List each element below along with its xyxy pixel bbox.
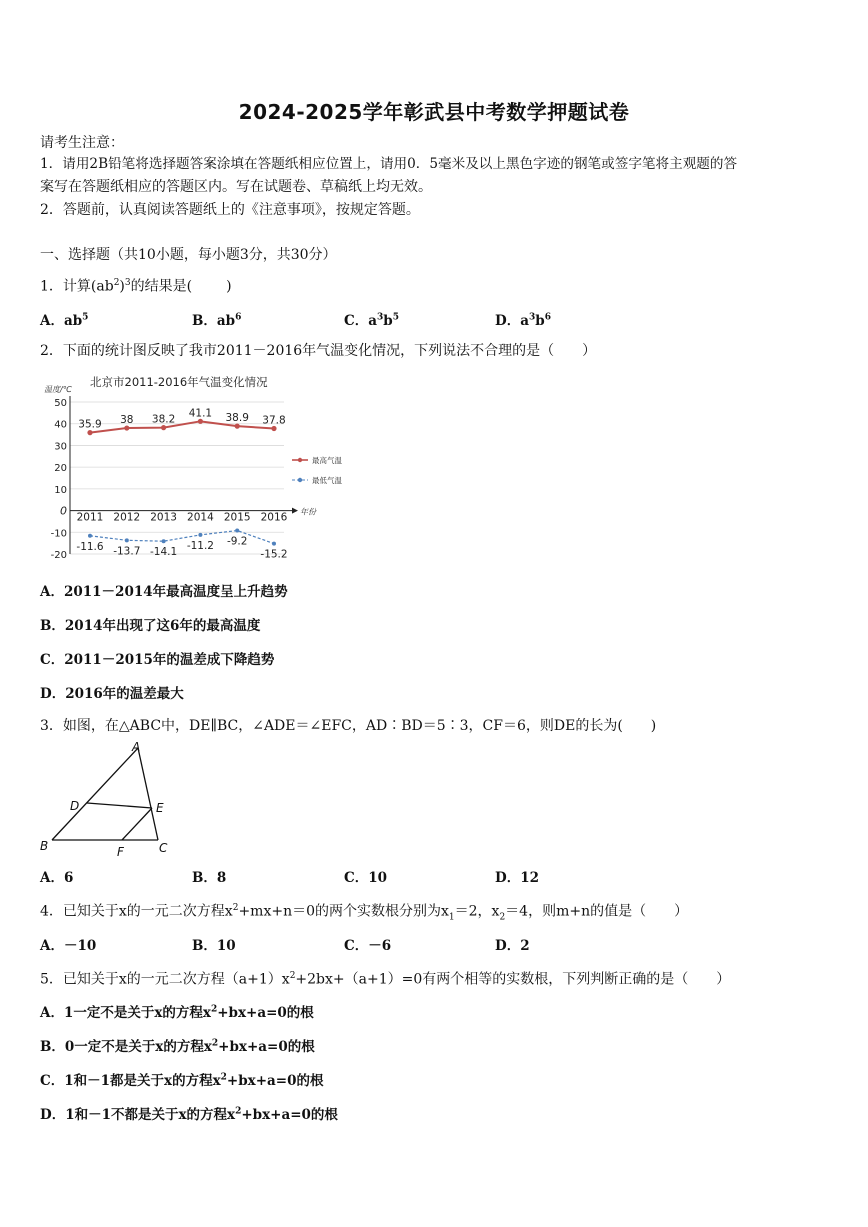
q3-option-d[interactable]: D．12 [495,870,539,886]
q1-text-end: ) [226,278,232,295]
x-tick-label: 2014 [187,511,214,524]
chart-y-axis-label: 温度/℃ [44,385,72,394]
legend-marker [298,478,302,482]
data-point [88,534,92,538]
data-label: -13.7 [113,545,141,558]
q1-text-mid: ) [119,278,125,295]
label-b: B [40,839,49,853]
exam-title: 2024-2025学年彰武县中考数学押题试卷 [238,100,630,124]
data-label: -11.2 [186,539,214,552]
q1-sup-2: 3 [124,278,131,288]
q1-option-a[interactable]: A．$ab^5$ [40,312,89,329]
data-point [235,424,240,429]
y-tick-label: 20 [54,463,67,475]
data-point [271,426,276,431]
label-a: A [132,740,141,754]
data-point [124,425,129,430]
label-c: C [159,841,168,855]
notice-line-3: 2．答题前，认真阅读答题纸上的《注意事项》，按规定答题。 [40,202,420,218]
x-tick-label: 2015 [223,511,251,524]
y-tick-label: 30 [54,441,67,453]
q5-option-b[interactable]: B．0一定不是关于x的方程$x^2+bx+a=0$的根 [40,1038,315,1055]
data-label: 38.9 [225,412,249,425]
q5-option-d[interactable]: D．1和－1不都是关于x的方程$x^2+bx+a=0$的根 [40,1106,338,1123]
label-e: E [156,801,164,815]
q2-option-c[interactable]: C．2011－2015年的温差成下降趋势 [40,652,275,668]
y-tick-label: -10 [50,528,67,540]
q1-sup-1: 2 [113,278,120,288]
q2-option-a[interactable]: A．2011－2014年最高温度呈上升趋势 [40,584,288,600]
q1-text-post: 的结果是( [130,278,193,295]
x-tick-label: 2011 [76,511,104,524]
legend-marker [298,458,302,462]
data-point [198,419,203,424]
data-label: 38.2 [151,413,176,426]
data-label: -15.2 [260,548,288,561]
q4-option-a[interactable]: A．－10 [40,938,97,954]
triangle-figure [38,740,178,860]
notice-line-2: 案写在答题纸相应的答题区内。写在试题卷、草稿纸上均无效。 [40,179,432,195]
q3-option-a[interactable]: A．6 [40,870,74,886]
y-tick-label: -20 [50,550,67,561]
data-label: -9.2 [226,535,248,548]
data-label: -11.6 [76,540,104,553]
question-4: 4．已知关于x的一元二次方程$x^2+mx+n=0$的两个实数根分别为$x_1=2$，$x_2=4$，则m+n的值是（ ） [40,903,689,923]
y-tick-label: 40 [54,419,67,431]
data-point [272,542,276,546]
data-label: -14.1 [150,546,178,559]
q3-option-c[interactable]: C．10 [344,870,388,886]
data-label: 37.8 [262,414,286,427]
y-tick-label: 10 [54,484,67,496]
y-tick-label: 50 [54,398,67,409]
legend-label: 最高气温 [312,456,342,465]
q1-option-d[interactable]: D．$a^3b^6$ [495,312,551,329]
data-label: 41.1 [188,407,213,420]
data-label: 35.9 [78,418,102,431]
data-point [235,529,239,533]
legend-label: 最低气温 [312,476,342,485]
q4-option-b[interactable]: B．10 [192,938,236,954]
q4-option-c[interactable]: C．－6 [344,938,392,954]
question-5: 5．已知关于x的一元二次方程$(a+1)x^2+2bx+(a+1)=0$有两个相等的实数根，下列判断正确的是（ ） [40,971,731,988]
temperature-chart [42,372,362,564]
data-point [161,425,166,430]
question-3: 3．如图，在△ABC中，DE∥BC，∠ADE＝∠EFC，AD∶BD＝5∶3，CF＝6，则DE的长为( ) [40,718,657,734]
x-tick-label: 2013 [150,511,177,524]
x-tick-label: 2012 [113,511,141,524]
question-1 [40,273,232,297]
notice-heading: 请考生注意： [40,135,124,151]
q5-option-a[interactable]: A．1一定不是关于x的方程$x^2+bx+a=0$的根 [40,1004,314,1021]
x-tick-label: 2016 [260,511,288,524]
data-point [125,538,129,542]
q1-text: 1．计算(ab [40,278,114,295]
chart-x-axis-label: 年份 [300,507,316,517]
q4-option-d[interactable]: D．2 [495,938,530,954]
label-f: F [117,845,124,859]
section-heading: 一、选择题（共10小题，每小题3分，共30分） [40,247,337,263]
question-2: 2．下面的统计图反映了我市2011－2016年气温变化情况，下列说法不合理的是（ ） [40,343,597,359]
notice-line-1: 1．请用2B铅笔将选择题答案涂填在答题纸相应位置上，请用0．5毫米及以上黑色字迹的钢笔或签字笔将主观题的答 [40,156,738,172]
q1-option-b[interactable]: B．$ab^6$ [192,312,242,329]
q5-option-c[interactable]: C．1和－1都是关于x的方程$x^2+bx+a=0$的根 [40,1072,324,1089]
data-point [198,533,202,537]
chart-title: 北京市2011-2016年气温变化情况 [90,375,268,389]
q2-option-d[interactable]: D．2016年的温差最大 [40,686,184,702]
q1-option-c[interactable]: C．$a^3b^5$ [344,312,399,329]
q2-option-b[interactable]: B．2014年出现了这6年的最高温度 [40,618,261,634]
data-point [162,539,166,543]
label-d: D [70,799,80,813]
y-tick-label: 0 [60,504,67,518]
data-point [87,430,92,435]
q3-option-b[interactable]: B．8 [192,870,227,886]
data-label: 38 [120,414,134,427]
